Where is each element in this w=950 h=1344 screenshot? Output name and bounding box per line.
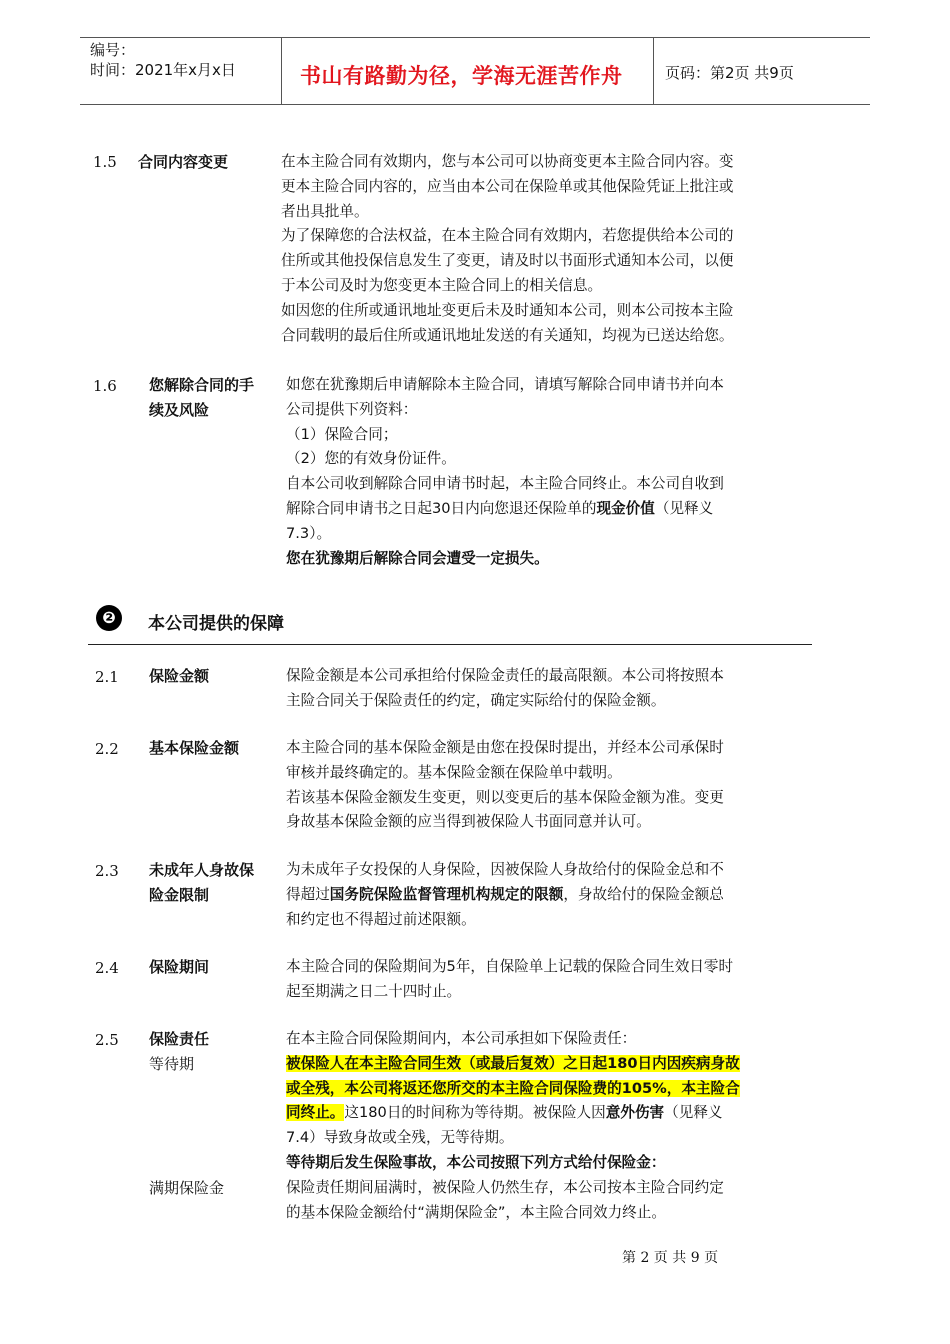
body-line: 的基本保险金额给付“满期保险金”，本主险合同效力终止。 xyxy=(286,1203,666,1221)
header-serial-label: 编号： xyxy=(90,41,136,59)
body-line xyxy=(286,1052,740,1077)
section-rule xyxy=(88,644,812,645)
term-cash-value: 现金价值 xyxy=(596,499,655,517)
clause-number: 1.5 xyxy=(93,153,117,171)
body-text: （见释义 xyxy=(664,1104,723,1122)
clause-body-2-1 xyxy=(286,664,724,714)
clause-body-2-3 xyxy=(286,858,724,932)
clause-number: 1.6 xyxy=(93,377,117,395)
body-line: 公司提供下列资料： xyxy=(286,400,418,418)
clause-subtitle-waiting-period: 等待期 xyxy=(149,1055,195,1073)
clause-title-line: 未成年人身故保 xyxy=(149,861,255,879)
body-line: 在本主险合同保险期间内，本公司承担如下保险责任： xyxy=(286,1030,637,1047)
clause-number: 2.5 xyxy=(95,1031,119,1049)
body-line xyxy=(286,497,724,522)
highlighted-text: 被保险人在本主险合同生效（或最后复效）之日起180日内因疾病身故 xyxy=(286,1054,740,1072)
body-text: ，身故给付的保险金额总 xyxy=(563,885,724,903)
header-motto: 书山有路勤为径，学海无涯苦作舟 xyxy=(300,64,623,88)
body-line xyxy=(286,883,724,908)
body-line: 如因您的住所或通讯地址变更后未及时通知本公司，则本公司按本主险 xyxy=(281,301,734,319)
header-date: 时间：2021年x月x日 xyxy=(90,61,236,79)
body-line: 如您在犹豫期后申请解除本主险合同，请填写解除合同申请书并向本 xyxy=(286,376,724,393)
body-line: 在本主险合同有效期内，您与本公司可以协商变更本主险合同内容。变 xyxy=(281,153,734,170)
header-page-number: 页码：第2页 共9页 xyxy=(665,64,794,82)
body-line: 本主险合同的基本保险金额是由您在投保时提出，并经本公司承保时 xyxy=(286,739,724,756)
clause-number: 2.4 xyxy=(95,959,119,977)
body-line: 主险合同关于保险责任的约定，确定实际给付的保险金额。 xyxy=(286,691,666,709)
clause-title-line: 险金限制 xyxy=(149,886,210,904)
highlighted-text: 同终止。 xyxy=(286,1104,345,1122)
body-line: 为未成年子女投保的人身保险，因被保险人身故给付的保险金总和不 xyxy=(286,861,724,878)
body-line: （2）您的有效身份证件。 xyxy=(286,450,456,468)
clause-number: 2.1 xyxy=(95,668,119,686)
body-line: 身故基本保险金额的应当得到被保险人书面同意并认可。 xyxy=(286,813,651,831)
clause-body-1-5 xyxy=(281,150,733,348)
clause-title: 保险金额 xyxy=(149,667,210,685)
body-line: 7.4）导致身故或全残，无等待期。 xyxy=(286,1129,514,1147)
body-line: 审核并最终确定的。基本保险金额在保险单中载明。 xyxy=(286,763,622,781)
body-line: 合同载明的最后住所或通讯地址发送的有关通知，均视为已送达给您。 xyxy=(281,326,734,344)
body-line xyxy=(286,1101,740,1126)
clause-subtitle-maturity-benefit: 满期保险金 xyxy=(149,1179,225,1197)
clause-body-1-6 xyxy=(286,373,724,571)
section-number-icon: ❷ xyxy=(96,605,122,631)
body-line: 和约定也不得超过前述限额。 xyxy=(286,910,476,928)
body-line: 若该基本保险金额发生变更，则以变更后的基本保险金额为准。变更 xyxy=(286,788,724,806)
clause-title: 保险责任 xyxy=(149,1030,210,1048)
clause-body-2-5 xyxy=(286,1027,740,1225)
clause-body-2-2 xyxy=(286,736,724,835)
clause-title xyxy=(149,858,254,908)
body-line: 保险金额是本公司承担给付保险金责任的最高限额。本公司将按照本 xyxy=(286,667,724,684)
body-line xyxy=(286,1077,740,1102)
body-text: 得超过 xyxy=(286,885,330,903)
body-line: 7.3）。 xyxy=(286,524,332,542)
term-limit-authority: 国务院保险监督管理机构规定的限额 xyxy=(329,885,564,903)
body-line: 为了保障您的合法权益，在本主险合同有效期内，若您提供给本公司的 xyxy=(281,227,734,245)
header-divider-right xyxy=(653,37,654,104)
body-text: （见释义 xyxy=(654,499,714,517)
header-divider-left xyxy=(281,37,282,104)
clause-number: 2.2 xyxy=(95,740,119,758)
clause-title xyxy=(149,373,254,423)
body-line: 于本公司及时为您变更本主险合同上的相关信息。 xyxy=(281,276,603,294)
body-line: 等待期后发生保险事故，本公司按照下列方式给付保险金： xyxy=(286,1153,666,1171)
header-top-rule xyxy=(80,37,870,38)
clause-title-line: 您解除合同的手 xyxy=(149,376,255,394)
body-line: （1）保险合同； xyxy=(286,425,398,443)
header-bottom-rule xyxy=(80,104,870,105)
highlighted-text: 或全残，本公司将返还您所交的本主险合同保险费的105%，本主险合 xyxy=(286,1079,740,1097)
body-line: 保险责任期间届满时，被保险人仍然生存，本公司按本主险合同约定 xyxy=(286,1178,724,1196)
clause-title: 保险期间 xyxy=(149,958,210,976)
clause-title: 合同内容变更 xyxy=(138,153,229,171)
body-line: 者出具批单。 xyxy=(281,202,369,220)
clause-title: 基本保险金额 xyxy=(149,739,240,757)
clause-body-2-4 xyxy=(286,955,733,1005)
clause-number: 2.3 xyxy=(95,862,119,880)
body-line: 自本公司收到解除合同申请书时起，本主险合同终止。本公司自收到 xyxy=(286,475,724,493)
body-line: 本主险合同的保险期间为5年，自保险单上记载的保险合同生效日零时 xyxy=(286,958,734,975)
body-line: 起至期满之日二十四时止。 xyxy=(286,982,462,1000)
body-text: 解除合同申请书之日起30日内向您退还保险单的 xyxy=(286,499,597,517)
section-title: 本公司提供的保障 xyxy=(148,614,284,634)
term-accident: 意外伤害 xyxy=(605,1104,665,1122)
risk-warning: 您在犹豫期后解除合同会遭受一定损失。 xyxy=(286,549,549,567)
body-line: 住所或其他投保信息发生了变更，请及时以书面形式通知本公司，以便 xyxy=(281,252,734,270)
footer-page-number: 第 2 页 共 9 页 xyxy=(622,1250,719,1266)
clause-title-line: 续及风险 xyxy=(149,401,210,419)
body-line: 更本主险合同内容的，应当由本公司在保险单或其他保险凭证上批注或 xyxy=(281,177,734,195)
body-text: 这180日的时间称为等待期。被保险人因 xyxy=(344,1104,606,1122)
